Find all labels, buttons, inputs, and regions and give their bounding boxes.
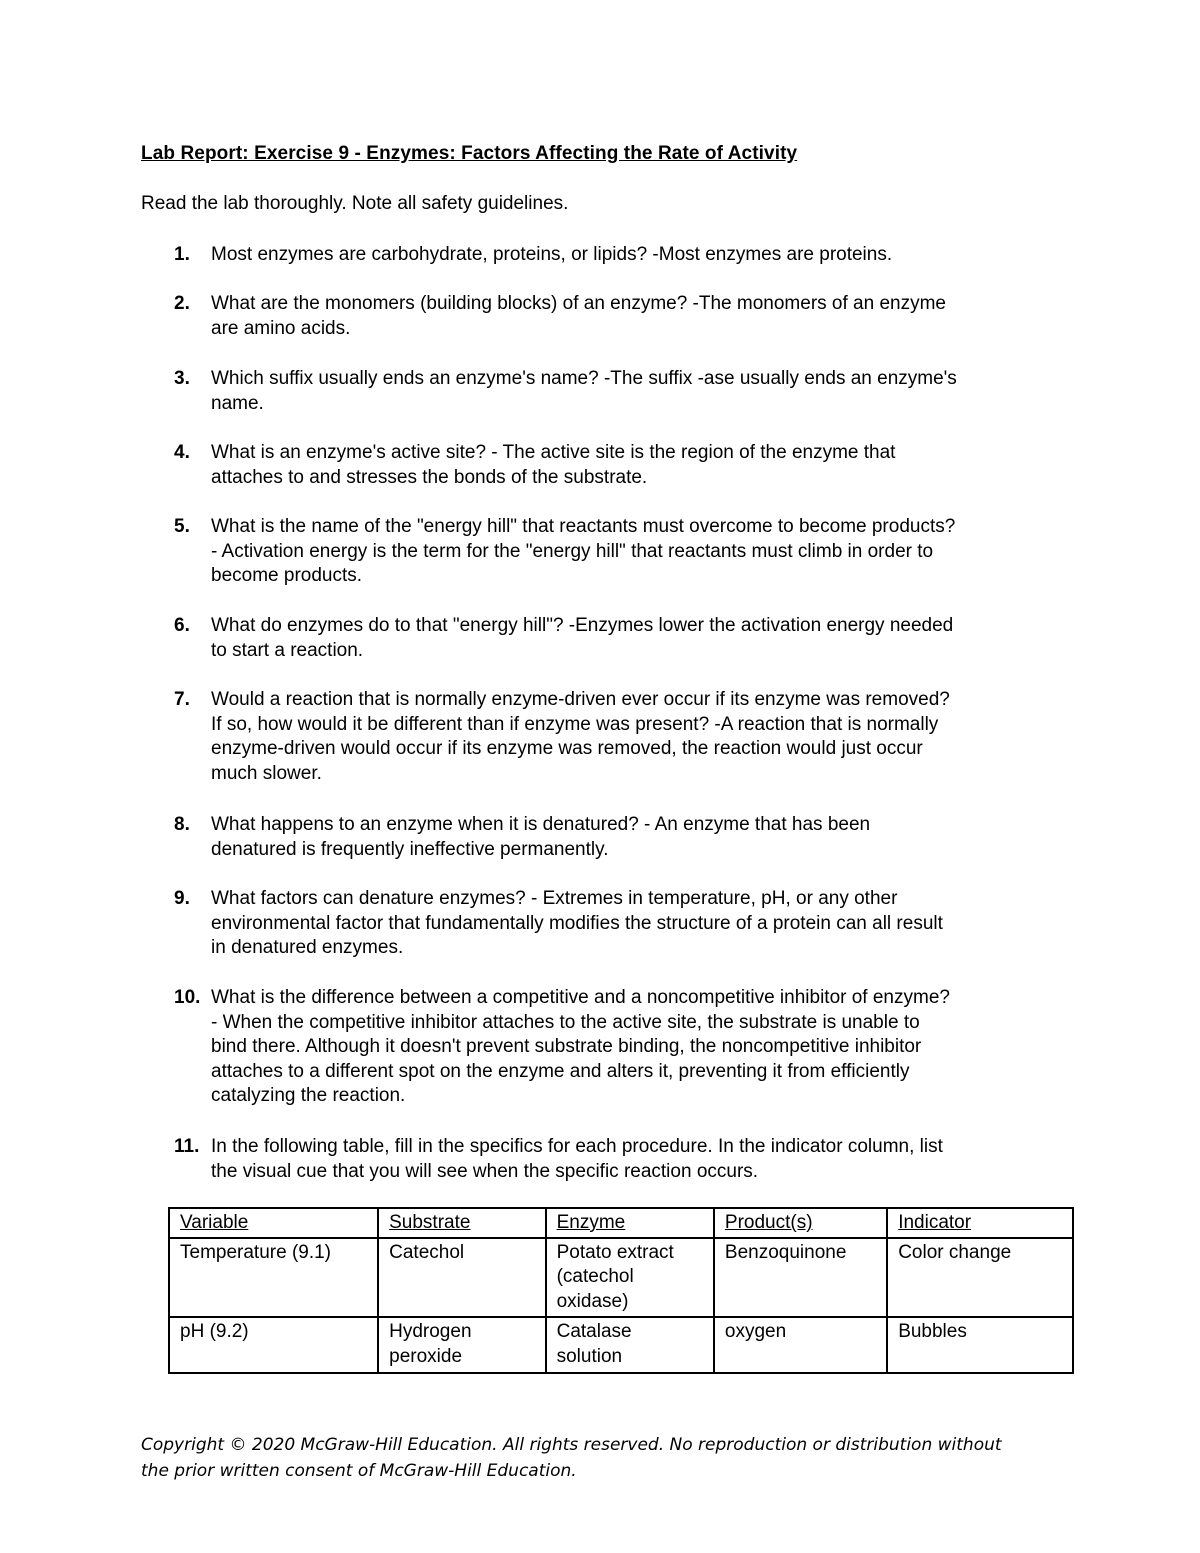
table-header-cell: Variable <box>169 1208 378 1238</box>
question-text-line: much slower. <box>211 762 322 784</box>
question-text-line: - When the competitive inhibitor attaches to the active site, the substrate is unable to <box>211 1011 920 1033</box>
question-text <box>211 243 1071 268</box>
table-header-row <box>169 1208 1073 1238</box>
table-row <box>169 1238 1073 1318</box>
question-text-line: What is the difference between a competitive and a noncompetitive inhibitor of enzyme? <box>211 987 950 1008</box>
table-cell-line: oxygen <box>724 1321 787 1343</box>
question-text-line: Which suffix usually ends an enzyme's name? -The suffix -ase usually ends an enzyme's <box>211 368 957 389</box>
question-text <box>211 441 1071 490</box>
question-text-line: become products. <box>211 565 363 587</box>
question-text-line: What do enzymes do to that "energy hill"? -Enzymes lower the activation energy needed <box>211 615 954 636</box>
table-header-cell: Enzyme <box>546 1208 714 1238</box>
table-cell-line: Temperature (9.1) <box>180 1241 332 1263</box>
question-number: 1. <box>174 244 190 265</box>
question-number: 6. <box>174 615 190 636</box>
question-text <box>211 688 1071 786</box>
question-text-line: - Activation energy is the term for the "energy hill" that reactants must climb in order to <box>211 540 934 562</box>
procedure-table <box>168 1207 1074 1374</box>
question-text <box>211 986 1071 1109</box>
question-text-line: If so, how would it be different than if enzyme was present? -A reaction that is normally <box>211 713 939 735</box>
document-title: Lab Report: Exercise 9 - Enzymes: Factors Affecting the Rate of Activity <box>141 143 798 164</box>
table-cell-line: oxidase) <box>556 1290 629 1312</box>
question-text-line: What is an enzyme's active site? - The active site is the region of the enzyme that <box>211 442 896 463</box>
question-text-line: What factors can denature enzymes? - Extremes in temperature, pH, or any other <box>211 888 898 909</box>
table-header-cell: Indicator <box>887 1208 1073 1238</box>
table-cell <box>887 1317 1073 1372</box>
table-cell-line: Hydrogen <box>389 1321 472 1343</box>
question-number: 4. <box>174 442 190 463</box>
table-cell-line: pH (9.2) <box>180 1321 249 1343</box>
question-text-line: What is the name of the "energy hill" that reactants must overcome to become products? <box>211 516 956 537</box>
table-header-cell: Substrate <box>378 1208 545 1238</box>
footer-line-1: Copyright © 2020 McGraw-Hill Education. All rights reserved. No reproduction or distribution without <box>141 1435 1002 1455</box>
question-text-line: denatured is frequently ineffective permanently. <box>211 838 609 860</box>
table-cell-line: Potato extract <box>556 1241 674 1263</box>
question-text <box>211 292 1071 341</box>
question-text-line: catalyzing the reaction. <box>211 1085 406 1107</box>
table-cell <box>169 1238 378 1318</box>
table-cell-line: (catechol <box>556 1266 634 1288</box>
question-text-line: enzyme-driven would occur if its enzyme was removed, the reaction would just occur <box>211 738 923 760</box>
question-number: 2. <box>174 293 190 314</box>
table-cell-line: Catechol <box>389 1241 465 1263</box>
question-text-line: attaches to a different spot on the enzyme and alters it, preventing it from efficiently <box>211 1060 910 1082</box>
question-text <box>211 614 1071 663</box>
table-cell <box>714 1238 887 1318</box>
question-text-line: bind there. Although it doesn't prevent substrate binding, the noncompetitive inhibitor <box>211 1036 922 1058</box>
intro-text: Read the lab thoroughly. Note all safety guidelines. <box>141 193 569 214</box>
table-cell-line: peroxide <box>389 1345 463 1367</box>
table-cell <box>546 1238 714 1318</box>
question-text-line: Would a reaction that is normally enzyme-driven ever occur if its enzyme was removed? <box>211 689 950 710</box>
table-cell-line: Benzoquinone <box>724 1241 847 1263</box>
table-cell <box>378 1317 545 1372</box>
question-text <box>211 1135 1071 1184</box>
question-text-line: Most enzymes are carbohydrate, proteins, or lipids? -Most enzymes are proteins. <box>211 244 893 265</box>
question-number: 8. <box>174 814 190 835</box>
table-header-cell: Product(s) <box>714 1208 887 1238</box>
question-text <box>211 367 1071 416</box>
table-row <box>169 1317 1073 1372</box>
question-text-line: name. <box>211 392 264 414</box>
question-number: 11. <box>174 1136 200 1157</box>
table-cell-line: solution <box>556 1345 623 1367</box>
footer-line-2: the prior written consent of McGraw-Hill Education. <box>141 1461 577 1481</box>
table-cell <box>378 1238 545 1318</box>
question-number: 10. <box>174 987 201 1008</box>
question-text-line: to start a reaction. <box>211 639 364 661</box>
question-number: 7. <box>174 689 190 710</box>
question-text <box>211 813 1071 862</box>
table-cell <box>169 1317 378 1372</box>
question-number: 9. <box>174 888 190 909</box>
table-cell <box>546 1317 714 1372</box>
question-text-line: attaches to and stresses the bonds of the substrate. <box>211 466 648 488</box>
table-cell-line: Catalase <box>556 1321 632 1343</box>
question-text-line: environmental factor that fundamentally modifies the structure of a protein can all result <box>211 912 943 934</box>
question-text <box>211 887 1071 961</box>
question-text-line: What happens to an enzyme when it is denatured? - An enzyme that has been <box>211 814 871 835</box>
question-text <box>211 515 1071 589</box>
table-cell <box>887 1238 1073 1318</box>
table-cell <box>714 1317 887 1372</box>
question-text-line: In the following table, fill in the specifics for each procedure. In the indicator column, list <box>211 1136 943 1157</box>
question-text-line: the visual cue that you will see when the specific reaction occurs. <box>211 1160 759 1182</box>
question-text-line: What are the monomers (building blocks) of an enzyme? -The monomers of an enzyme <box>211 293 946 314</box>
table-cell-line: Color change <box>898 1241 1012 1263</box>
copyright-footer <box>141 1432 1002 1484</box>
question-text-line: are amino acids. <box>211 317 351 339</box>
question-text-line: in denatured enzymes. <box>211 937 404 959</box>
table-cell-line: Bubbles <box>898 1321 967 1343</box>
question-number: 3. <box>174 368 190 389</box>
question-number: 5. <box>174 516 190 537</box>
